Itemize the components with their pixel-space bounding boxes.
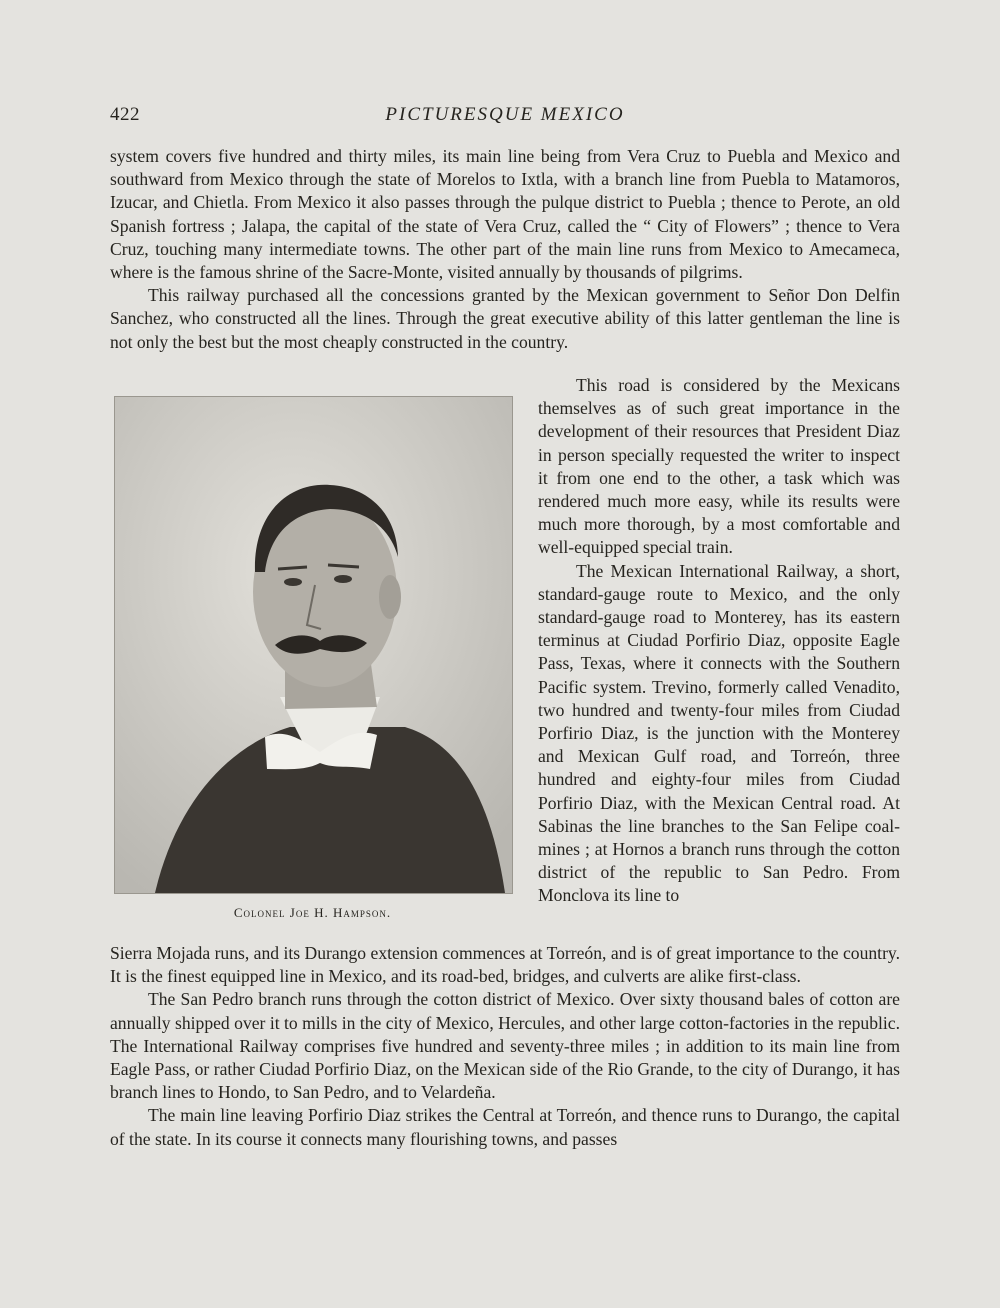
text-block-top bbox=[110, 145, 900, 354]
paragraph: Sierra Mojada runs, and its Durango extension commences at Torreón, and is of great importance to the country. It is the finest equipped line in Mexico, and its road-bed, bridges, and culverts are alike first-class. bbox=[110, 943, 900, 987]
page-header bbox=[110, 104, 900, 130]
text-block-bottom bbox=[110, 942, 900, 1151]
paragraph: This railway purchased all the concessions granted by the Mexican government to Señor Don Delfin Sanchez, who constructed all the lines. Through the great executive ability of this latter gentleman the line is not only the best but the most cheaply constructed in the country. bbox=[110, 285, 900, 352]
paragraph: The main line leaving Porfirio Diaz strikes the Central at Torreón, and thence runs to Durango, the capital of the state. In its course it connects many flourishing towns, and passes bbox=[110, 1105, 900, 1149]
paragraph: This road is considered by the Mexicans themselves as of such great importance in the development of their resources that President Diaz in person specially requested the writer to inspect it from one end to the other, a task which was rendered much more easy, while its results were much more thorough, by a most comfortable and well-equipped special train. bbox=[538, 375, 900, 558]
portrait-photograph bbox=[114, 396, 513, 894]
page-number: 422 bbox=[110, 104, 140, 125]
paragraph: The San Pedro branch runs through the cotton district of Mexico. Over sixty thousand bales of cotton are annually shipped over it to mills in the city of Mexico, Hercules, and other large cotton-factories in the republic. The International Railway comprises five hundred and seventy-three miles ; in addition to its main line from Eagle Pass, or rather Ciudad Porfirio Diaz, on the Mexican side of the Rio Grande, to the city of Durango, it has branch lines to Hondo, to San Pedro, and to Velardeña. bbox=[110, 989, 900, 1103]
paragraph: The Mexican International Railway, a short, standard-gauge route to Mexico, and the only standard-gauge road to Monterey, has its eastern terminus at Ciudad Porfirio Diaz, opposite Eagle Pass, Texas, where it connects with the Southern Pacific system. Trevino, formerly called Venadito, two hundred and twenty-four miles from Ciudad Porfirio Diaz, is the junction with the Monterey and Mexican Gulf road, and Torreón, three hundred and eighty-four miles from Ciudad Porfirio Diaz, with the Mexican Central road. At Sabinas the line branches to the San Felipe coal-mines ; at Hornos a branch runs through the cotton district of the republic to San Pedro. From Monclova its line to bbox=[538, 560, 900, 906]
paragraph: system covers five hundred and thirty miles, its main line being from Vera Cruz to Puebla and Mexico and southward from Mexico through the state of Morelos to Ixtla, with a branch line from Puebla to Matamoros, Izucar, and Chietla. From Mexico it also passes through the pulque district to Puebla ; thence to Perote, an old Spanish fortress ; Jalapa, the capital of the state of Vera Cruz, called the “ City of Flowers” ; thence to Vera Cruz, touching many intermediate towns. The other part of the main line runs from Mexico to Amecameca, where is the famous shrine of the Sacre-Monte, visited annually by thousands of pilgrims. bbox=[110, 146, 900, 283]
figure-caption: Colonel Joe H. Hampson. bbox=[233, 905, 392, 920]
text-block-side bbox=[538, 374, 900, 908]
portrait-image bbox=[115, 397, 512, 893]
running-title: PICTURESQUE MEXICO bbox=[385, 104, 625, 125]
